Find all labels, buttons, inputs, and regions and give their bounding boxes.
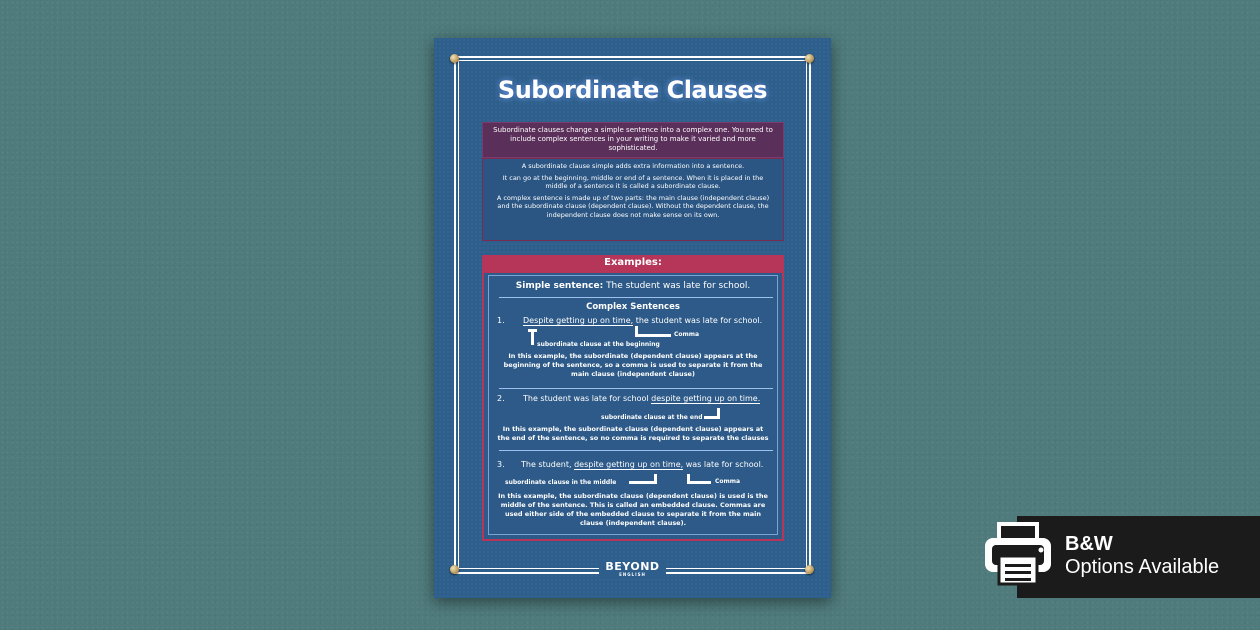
clause-label: subordinate clause at the beginning [537,341,660,348]
info-paragraph: A subordinate clause simple adds extra information into a sentence. [521,162,745,170]
pin-icon [450,54,459,63]
example-sentence [523,316,762,325]
example-explanation: In this example, the subordinate clause (dependent clause) appears at the end of the sentence, so no comma is required to separate the clauses [497,425,769,442]
arrow-up-icon [687,481,711,484]
comma-label: Comma [674,331,700,338]
arrow-left-icon [635,326,638,336]
examples-box [482,271,784,541]
arrow-up-icon [629,481,657,484]
simple-sentence-label: Simple sentence: [515,281,604,291]
brand-sub: ENGLISH [619,572,646,577]
frame-line [806,60,807,570]
subordinate-clause: despite getting up on time. [651,394,761,403]
arrow-up-icon [704,416,720,419]
frame-line [454,60,811,61]
examples-heading: Examples: [482,255,784,271]
info-paragraph: It can go at the beginning, middle or end of a sentence. When it is placed in the middle of a sentence it is called a subordinate clause. [502,173,764,190]
simple-sentence [489,281,777,291]
comma-label: Comma [715,478,741,485]
examples-inner [488,275,778,535]
pin-icon [805,54,814,63]
separator [499,450,773,451]
example-sentence [523,394,760,403]
main-clause: The student, [521,460,575,469]
frame-line [454,56,811,58]
bw-options-badge[interactable] [1017,516,1260,598]
brand-name: BEYOND [605,560,660,573]
arrow-up-icon [528,329,537,332]
info-paragraph: A complex sentence is made up of two parts: the main clause (independent clause) and the subordinate clause (dependent clause). Without the dependent clause, the independent clause does not make sense on its own. [496,193,770,219]
frame-line [454,56,456,574]
main-clause: the student was late for school. [633,316,763,325]
printer-icon [981,522,1055,588]
main-clause: was late for school. [683,460,764,469]
frame-line [809,56,811,574]
example-sentence [521,460,763,469]
example-number: 3. [497,460,505,469]
poster [434,38,831,598]
simple-sentence-text: The student was late for school. [606,281,751,291]
frame-line [458,60,459,570]
brand-logo [434,560,831,579]
example-explanation: In this example, the subordinate (dependent clause) appears at the beginning of the sentence, so a comma is used to separate it from the main clause (independent clause) [503,352,763,378]
example-number: 2. [497,394,505,403]
badge-title: B&W [1065,533,1113,555]
separator [499,388,773,389]
arrow-left-icon [635,334,671,337]
clause-label: subordinate clause in the middle [505,479,617,486]
clause-label: subordinate clause at the end [601,414,703,421]
info-box [482,158,784,241]
example-explanation: In this example, the subordinate clause (dependent clause) is used is the middle of the sentence. This is called an embedded clause. Commas are used either side of the embedded clause to separate it from the main clause (independent clause). [498,492,768,527]
poster-title: Subordinate Clauses [497,76,768,104]
main-clause: The student was late for school [523,394,652,403]
example-number: 1. [497,316,505,325]
subordinate-clause: Despite getting up on time, [523,316,634,325]
badge-subtitle: Options Available [1065,556,1220,578]
subordinate-clause: despite getting up on time, [574,460,684,469]
complex-heading: Complex Sentences [586,302,680,312]
intro-box: Subordinate clauses change a simple sentence into a complex one. You need to include complex sentences in your writing to make it varied and more sophisticated. [482,122,784,158]
arrow-up-icon [531,331,534,345]
separator [499,297,773,298]
